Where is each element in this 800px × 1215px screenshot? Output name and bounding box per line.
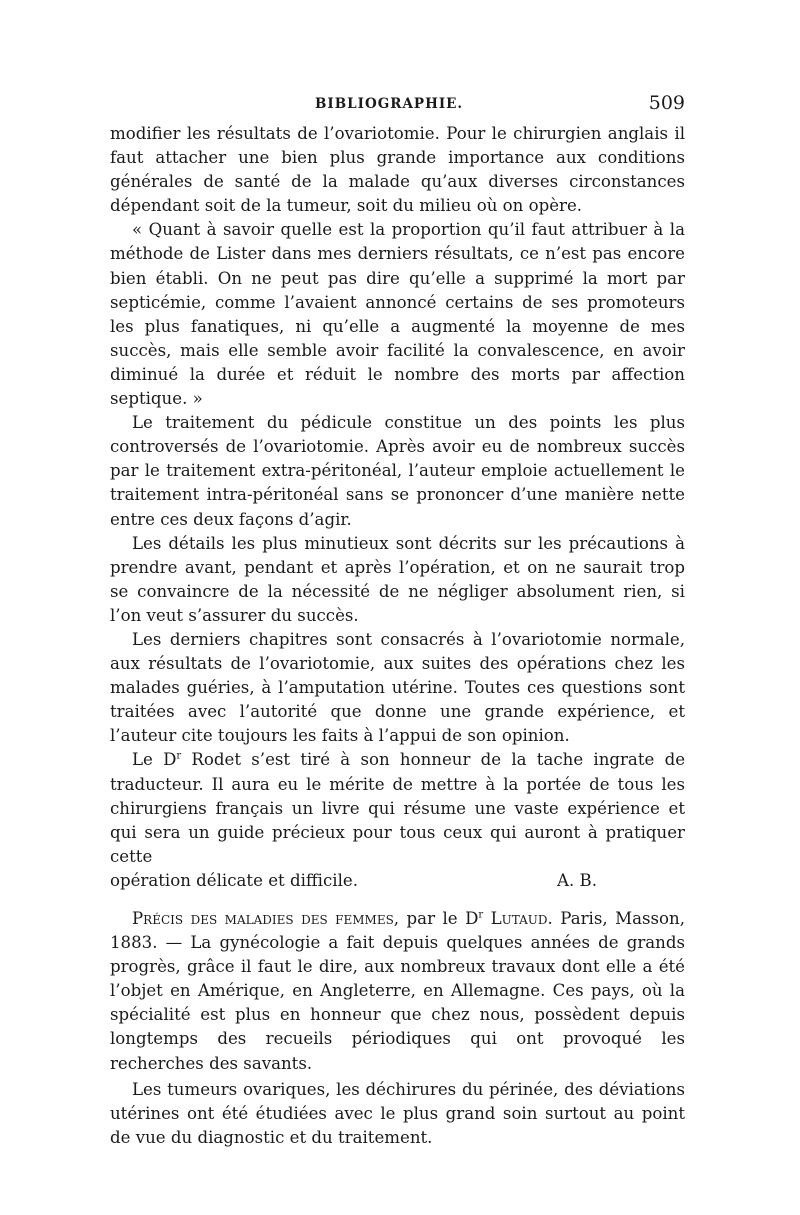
- review-paragraph-2: Les tumeurs ovariques, les déchirures du périnée, des déviations utérines ont été étudiées avec le plus grand soin surtout au point de vue du diagnostic et du traitement.: [110, 1079, 685, 1147]
- document-page: [110, 92, 685, 1150]
- translator-sup: r: [176, 750, 182, 762]
- page-number: 509: [648, 92, 685, 114]
- paragraph-translator: [110, 748, 685, 868]
- paragraph-continuation: modifier les résultats de l’ovariotomie. Pour le chirurgien anglais il faut attacher une bien plus grande importance aux conditions générales de santé de la malade qu’aux diverses circonstances dépendant soit de la tumeur, soit du milieu où on opère.: [110, 124, 685, 216]
- reviewer-signature: A. B.: [556, 870, 597, 890]
- paragraph-quote: « Quant à savoir quelle est la proportion qu’il faut attribuer à la méthode de Lister dans mes derniers résultats, ce n’est pas encore bien établi. On ne peut pas dire qu’elle a supprimé la mort par septicémie, comme l’avaient annoncé certains de ses promoteurs les plus fanatiques, ni qu’elle a augmenté la moyenne de mes succès, mais elle semble avoir facilité la convalescence, en avoir diminué la durée et réduit le nombre des morts par affection septique. »: [110, 220, 685, 409]
- running-title: BIBLIOGRAPHIE.: [315, 96, 464, 112]
- signature-line: [110, 869, 685, 893]
- review-by: , par le D: [393, 909, 479, 928]
- review-by-sup: r: [478, 909, 484, 921]
- paragraph-pedicule: Le traitement du pédicule constitue un des points les plus controversés de l’ovariotomie. Après avoir eu de nombreux succès par le traitement extra-péritonéal, l’auteur emploie actuellement le traitement intra-péritonéal sans se prononcer d’une manière nette entre ces deux façons d’agir.: [110, 413, 685, 529]
- body-text: [110, 122, 685, 1150]
- review-body: . Paris, Masson, 1883. — La gynécologie a fait depuis quelques années de grands progrès, grâce il faut le dire, aux nombreux travaux dont elle a été l’objet en Amérique, en Angleterre, en Allemagne. Ces pays, où la spécialité est plus en honneur que chez nous, possèdent depuis longtemps des recueils périodiques qui ont provoqué les recherches des savants.: [110, 909, 685, 1073]
- running-header: [110, 92, 685, 122]
- paragraph-details: Les détails les plus minutieux sont décrits sur les précautions à prendre avant, pendant et après l’opération, et on ne saurait trop se convaincre de la nécessité de ne négliger absolument rien, si l’on veut s’assurer du succès.: [110, 533, 685, 625]
- review-book-title: Précis des maladies des femmes: [132, 909, 394, 928]
- translator-lead: Le D: [132, 750, 177, 770]
- review-author: Lutaud: [483, 909, 548, 928]
- translator-body: Rodet s’est tiré à son honneur de la tache ingrate de traducteur. Il aura eu le mérite de mettre à la portée de tous les chirurgiens français un livre qui résume une vaste expérience et qui sera un guide précieux pour tous ceux qui auront à pratiquer cette: [110, 750, 686, 866]
- paragraph-chapters: Les derniers chapitres sont consacrés à l’ovariotomie normale, aux résultats de l’ovariotomie, aux suites des opérations chez les malades guéries, à l’amputation utérine. Toutes ces questions sont traitées avec l’autorité que donne une grande expérience, et l’auteur cite toujours les faits à l’appui de son opinion.: [110, 629, 685, 746]
- closing-text: opération délicate et difficile.: [110, 870, 358, 890]
- review-entry: [110, 907, 685, 1076]
